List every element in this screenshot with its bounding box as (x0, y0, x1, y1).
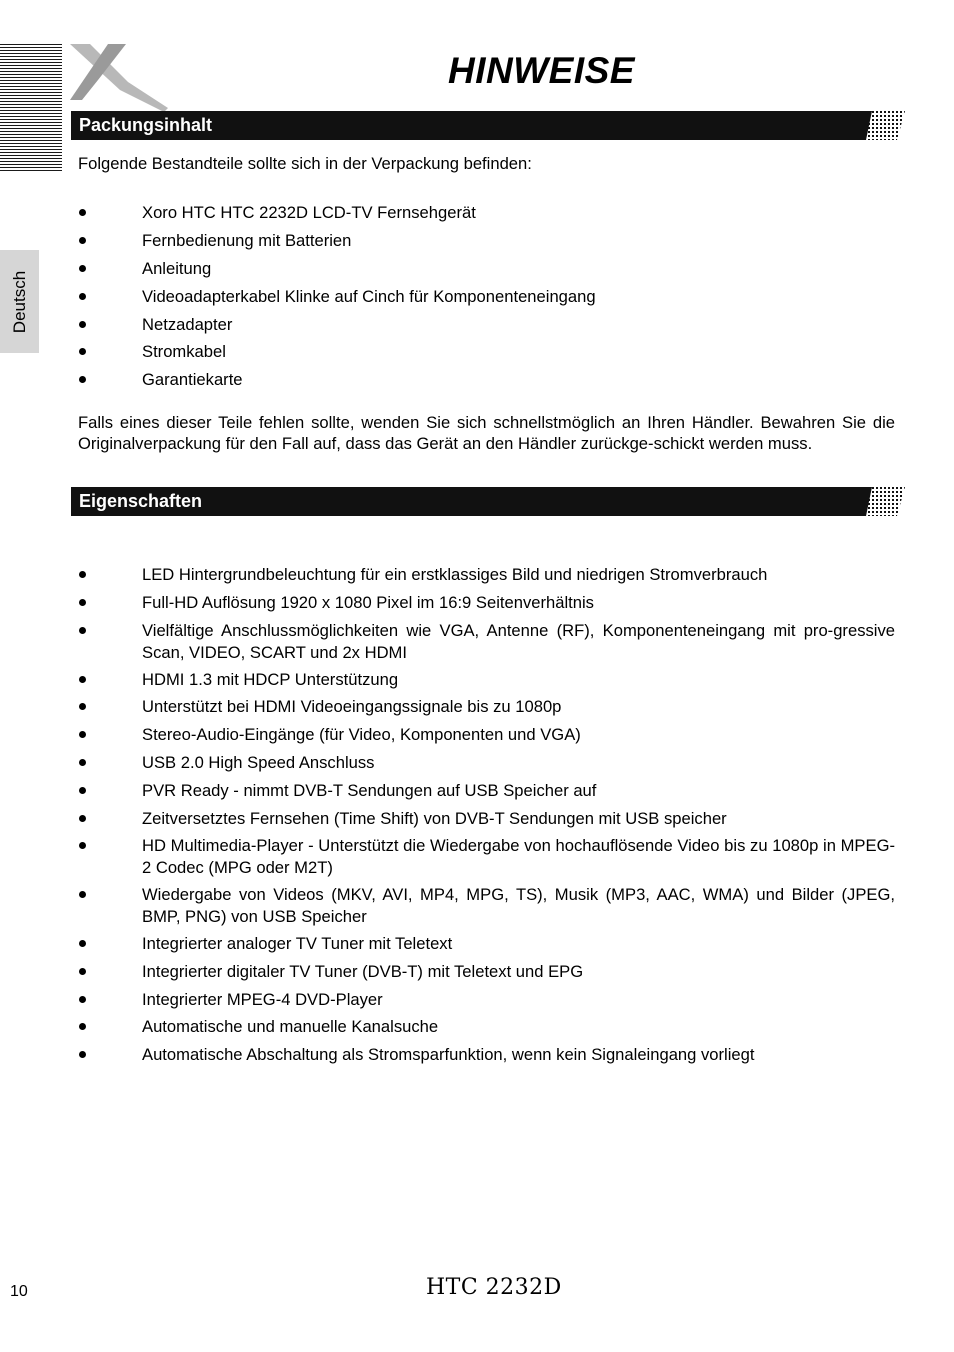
dotted-pattern-icon (860, 487, 905, 516)
model-name: HTC 2232D (426, 1275, 562, 1300)
page-title: HINWEISE (448, 50, 635, 91)
package-intro: Folgende Bestandteile sollte sich in der Verpackung befinden: (78, 154, 532, 173)
bullet-icon (79, 676, 86, 683)
bullet-icon (79, 321, 86, 328)
bullet-icon (79, 376, 86, 383)
bullet-icon (79, 891, 86, 898)
section-heading-package: Packungsinhalt (79, 115, 213, 135)
bullet-icon (79, 703, 86, 710)
bullet-icon (79, 209, 86, 216)
bullet-icon (79, 996, 86, 1003)
bullet-icon (79, 759, 86, 766)
bullet-icon (79, 293, 86, 300)
language-side-tab (0, 250, 39, 353)
page-number: 10 (10, 1283, 28, 1300)
bullet-icon (79, 842, 86, 849)
bullet-icon (79, 731, 86, 738)
bullet-icon (79, 1051, 86, 1058)
bullet-icon (79, 599, 86, 606)
bullet-icon (79, 968, 86, 975)
bullet-icon (79, 571, 86, 578)
bullet-icon (79, 787, 86, 794)
bullet-icon (79, 627, 86, 634)
section-header-features (71, 487, 905, 516)
language-side-tab-label: Deutsch (9, 270, 29, 333)
package-note: Falls eines dieser Teile fehlen sollte, wenden Sie sich schnellstmöglich an Ihren Händler. Bewahren Sie die Originalverpackung für den Fall auf, dass das Gerät an den Händler zurückge-schickt werden muss. (78, 413, 895, 453)
bullet-icon (79, 1023, 86, 1030)
section-heading-features: Eigenschaften (79, 491, 203, 511)
dotted-pattern-icon (860, 111, 905, 140)
section-header-package (71, 111, 905, 140)
bullet-icon (79, 815, 86, 822)
bullet-icon (79, 348, 86, 355)
bullet-icon (79, 237, 86, 244)
decorative-stripes (0, 44, 62, 172)
bullet-icon (79, 265, 86, 272)
bullet-icon (79, 940, 86, 947)
xoro-logo-icon (68, 42, 170, 112)
